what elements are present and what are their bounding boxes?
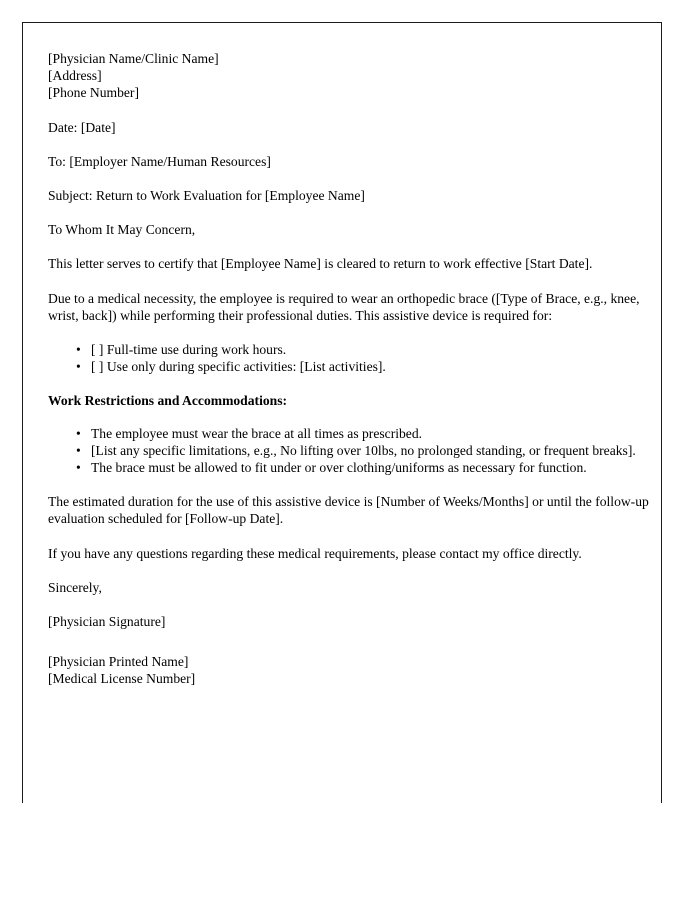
list-item: [48, 459, 638, 476]
bullet-icon: •: [76, 425, 81, 441]
bullet-icon: •: [76, 359, 81, 375]
subject-line: Subject: Return to Work Evaluation for [Employee Name]: [48, 188, 365, 204]
duration-paragraph: The estimated duration for the use of this assistive device is [Number of Weeks/Months] or until the follow-up evaluation scheduled for [Follow-up Date].: [48, 494, 649, 527]
medical-license-number: [Medical License Number]: [48, 671, 196, 687]
usage-option-label: [ ] Full-time use during work hours.: [91, 342, 287, 358]
bullet-icon: •: [76, 442, 81, 458]
clearance-paragraph: This letter serves to certify that [Employee Name] is cleared to return to work effective [Start Date].: [48, 256, 593, 272]
letter-content: [48, 50, 651, 688]
restrictions-list: [48, 425, 638, 477]
letterhead-phone: [Phone Number]: [48, 85, 139, 101]
closing-salutation: Sincerely,: [48, 579, 102, 595]
physician-printed-name: [Physician Printed Name]: [48, 654, 189, 670]
list-item: [48, 425, 638, 442]
restriction-label: The employee must wear the brace at all times as prescribed.: [91, 425, 423, 441]
date-line: Date: [Date]: [48, 119, 116, 135]
list-item: [48, 358, 638, 375]
signature-placeholder: [Physician Signature]: [48, 614, 166, 630]
recipient-line: To: [Employer Name/Human Resources]: [48, 153, 271, 169]
document-page: [22, 22, 662, 803]
usage-options-list: [48, 341, 638, 375]
bullet-icon: •: [76, 460, 81, 476]
list-item: [48, 341, 638, 358]
bullet-icon: •: [76, 342, 81, 358]
usage-option-label: [ ] Use only during specific activities: [List activities].: [91, 359, 386, 375]
physician-identity-block: [48, 653, 651, 687]
letterhead-block: [48, 50, 651, 102]
contact-paragraph: If you have any questions regarding these medical requirements, please contact my office directly.: [48, 545, 582, 561]
medical-necessity-paragraph: Due to a medical necessity, the employee is required to wear an orthopedic brace ([Type of Brace, e.g., knee, wrist, back]) while performing their professional duties. This assistive device is required for:: [48, 290, 640, 323]
restrictions-heading: Work Restrictions and Accommodations:: [48, 393, 288, 409]
letterhead-address: [Address]: [48, 68, 102, 84]
letterhead-clinic-name: [Physician Name/Clinic Name]: [48, 51, 219, 66]
restriction-label: [List any specific limitations, e.g., No lifting over 10lbs, no prolonged standing, or frequent breaks].: [91, 442, 636, 458]
restriction-label: The brace must be allowed to fit under or over clothing/uniforms as necessary for function.: [91, 460, 587, 476]
list-item: [48, 442, 638, 459]
salutation: To Whom It May Concern,: [48, 222, 196, 238]
